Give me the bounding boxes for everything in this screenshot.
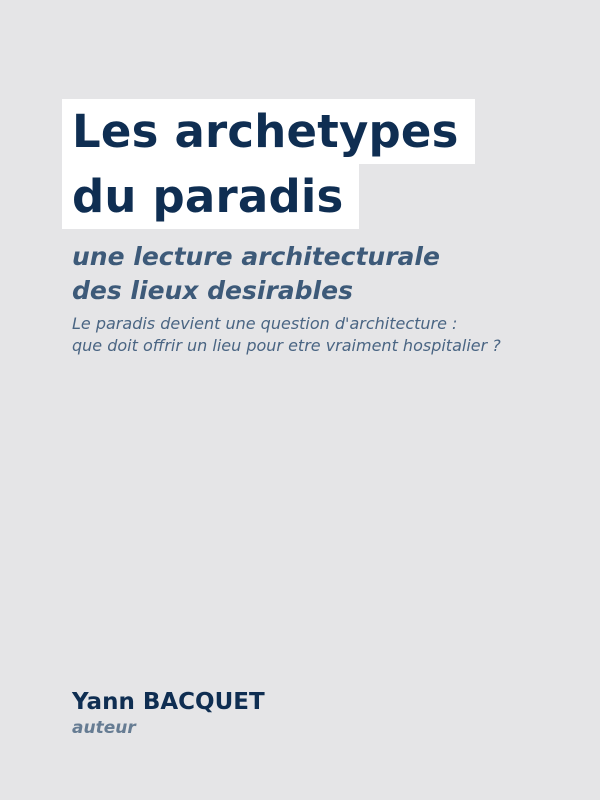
author-role: auteur [72,718,136,738]
title-block [62,99,532,229]
author-block [72,687,265,739]
title-line-2: du paradis [62,164,359,229]
tagline [72,313,562,357]
title-line-1: Les archetypes [62,99,475,164]
subtitle-line-1: une lecture architecturale [72,242,440,271]
author-name: Yann BACQUET [72,689,265,715]
subtitle [72,240,542,308]
tagline-line-1: Le paradis devient une question d'architecture : [72,314,458,333]
subtitle-line-2: des lieux desirables [72,276,353,305]
tagline-line-2: que doit offrir un lieu pour etre vraiment hospitalier ? [72,336,501,355]
